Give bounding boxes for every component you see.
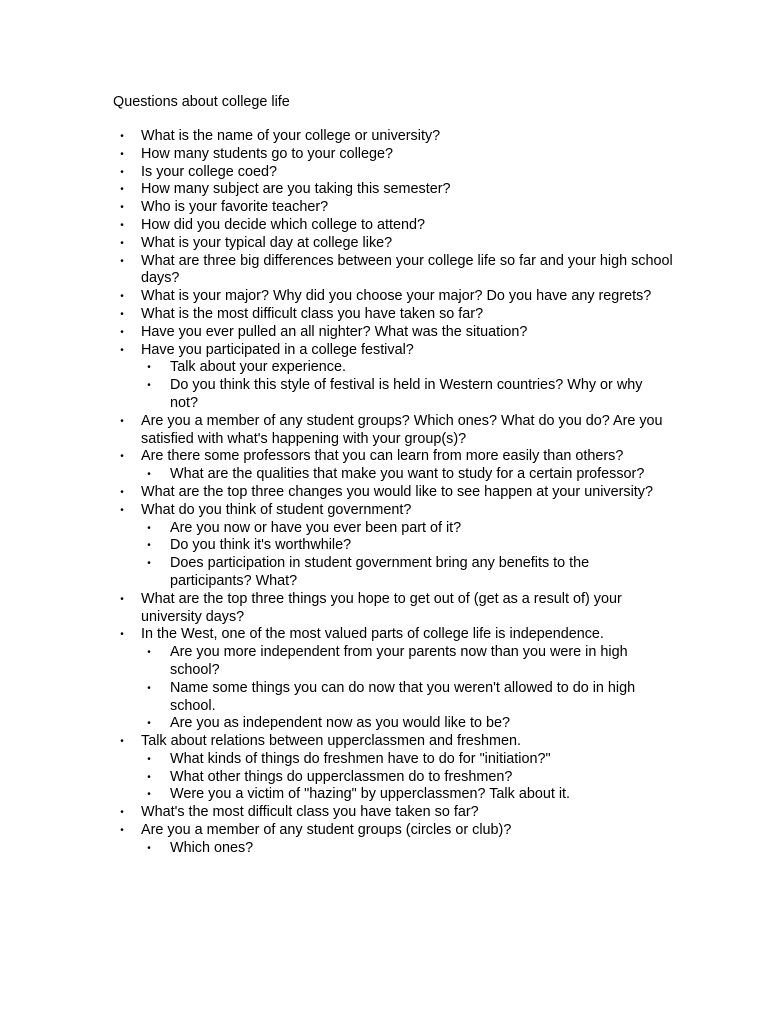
question-item [113,306,673,324]
question-item [113,146,673,164]
question-text: How many subject are you taking this semester? [141,181,451,198]
sub-question-item [141,680,673,716]
question-text: What are the top three changes you would like to see happen at your university? [141,483,653,500]
bullet-icon: • [120,486,124,498]
question-item [113,217,673,235]
question-text: What is your typical day at college like? [141,234,393,251]
bullet-icon: • [120,344,124,356]
question-item [113,324,673,342]
question-item [113,733,673,804]
question-item [113,288,673,306]
bullet-icon: • [147,522,151,534]
sub-question-text: What other things do upperclassmen do to freshmen? [170,768,513,785]
bullet-icon: • [120,415,124,427]
question-text: What is the most difficult class you have taken so far? [141,305,484,322]
sub-question-item [141,555,673,591]
bullet-icon: • [147,789,151,801]
sub-question-item [141,466,673,484]
sub-question-text: Are you now or have you ever been part of it? [170,519,462,536]
sub-question-list [141,466,673,484]
question-text: What do you think of student government? [141,501,412,518]
bullet-icon: • [147,718,151,730]
question-item [113,591,673,627]
bullet-icon: • [120,807,124,819]
bullet-icon: • [147,647,151,659]
question-text: How did you decide which college to attend? [141,216,425,233]
bullet-icon: • [120,326,124,338]
sub-question-text: Were you a victim of "hazing" by upperclassmen? Talk about it. [170,786,571,803]
sub-question-item [141,786,673,804]
sub-question-text: Are you as independent now as you would like to be? [170,715,511,732]
bullet-icon: • [120,184,124,196]
bullet-icon: • [120,148,124,160]
sub-question-text: Do you think it's worthwhile? [170,537,352,554]
question-text: In the West, one of the most valued parts of college life is independence. [141,626,604,643]
bullet-icon: • [120,131,124,142]
bullet-icon: • [120,237,124,249]
question-text: Have you ever pulled an all nighter? What was the situation? [141,323,528,340]
sub-question-list [141,840,673,858]
question-item [113,484,673,502]
bullet-icon: • [120,166,124,178]
bullet-icon: • [147,753,151,765]
sub-question-item [141,359,673,377]
bullet-icon: • [120,202,124,214]
sub-question-list [141,520,673,591]
question-text: Talk about relations between upperclassmen and freshmen. [141,733,521,750]
bullet-icon: • [120,629,124,641]
question-item [113,448,673,484]
bullet-icon: • [120,291,124,303]
question-text: Are there some professors that you can learn from more easily than others? [141,448,624,465]
question-item [113,164,673,182]
document-title: Questions about college life [113,94,290,110]
question-item [113,199,673,217]
bullet-icon: • [147,682,151,694]
bullet-icon: • [147,842,151,854]
question-text: What is the name of your college or university? [141,128,441,144]
sub-question-list [141,751,673,804]
question-item [113,822,673,858]
question-text: Are you a member of any student groups? Which ones? What do you do? Are you satisfied with what's happening with your group(s)? [141,412,663,447]
question-item [113,502,673,591]
question-text: Have you participated in a college festival? [141,341,414,358]
question-item [113,235,673,253]
sub-question-text: Does participation in student government bring any benefits to the participants? What? [170,555,590,589]
question-item [113,626,673,733]
sub-question-item [141,537,673,555]
bullet-icon: • [147,469,151,481]
sub-question-item [141,769,673,787]
bullet-icon: • [120,825,124,837]
bullet-icon: • [120,451,124,463]
question-text: What's the most difficult class you have taken so far? [141,804,479,821]
sub-question-list [141,644,673,733]
bullet-icon: • [147,362,151,374]
sub-question-text: Talk about your experience. [170,359,346,376]
bullet-icon: • [147,380,151,392]
question-item [113,342,673,413]
sub-question-text: Name some things you can do now that you weren't allowed to do in high school. [170,679,636,714]
question-text: Who is your favorite teacher? [141,199,329,216]
bullet-icon: • [120,255,124,267]
sub-question-item [141,715,673,733]
question-text: Is your college coed? [141,163,277,180]
question-text: What are the top three things you hope to get out of (get as a result of) your university days? [141,590,622,625]
question-list [113,128,673,858]
sub-question-item [141,377,673,413]
bullet-icon: • [147,771,151,783]
sub-question-text: What are the qualities that make you want to study for a certain professor? [170,466,645,483]
bullet-icon: • [120,308,124,320]
bullet-icon: • [147,558,151,570]
question-item [113,253,673,289]
sub-question-item [141,751,673,769]
question-text: What is your major? Why did you choose your major? Do you have any regrets? [141,288,652,305]
bullet-icon: • [120,219,124,231]
question-item [113,181,673,199]
sub-question-text: What kinds of things do freshmen have to do for "initiation?" [170,750,551,767]
question-item [113,804,673,822]
sub-question-item [141,840,673,858]
question-text: Are you a member of any student groups (circles or club)? [141,822,512,839]
sub-question-item [141,520,673,538]
bullet-icon: • [120,736,124,748]
bullet-icon: • [147,540,151,552]
bullet-icon: • [120,504,124,516]
sub-question-item [141,644,673,680]
sub-question-text: Are you more independent from your parents now than you were in high school? [170,644,628,678]
sub-question-list [141,359,673,412]
sub-question-text: Do you think this style of festival is held in Western countries? Why or why not? [170,377,643,411]
question-item [113,128,673,146]
bullet-icon: • [120,593,124,605]
question-text: How many students go to your college? [141,145,393,162]
question-item [113,413,673,449]
question-text: What are three big differences between your college life so far and your high school days? [141,252,673,287]
sub-question-text: Which ones? [170,839,254,856]
